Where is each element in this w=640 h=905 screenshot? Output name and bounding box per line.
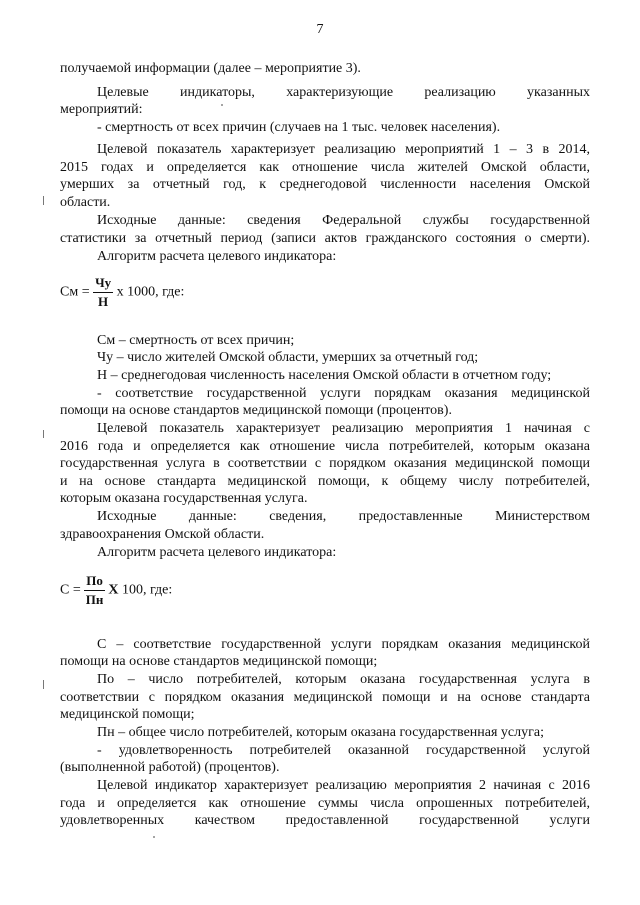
formula-operator: Х bbox=[108, 582, 119, 598]
text-line: По – число потребителей, которым оказана государственная услуга в bbox=[97, 672, 590, 687]
compliance-formula bbox=[60, 574, 172, 607]
page-number: 7 bbox=[316, 22, 324, 37]
text-line: - удовлетворенность потребителей оказанной государственной услугой bbox=[97, 743, 590, 758]
text-line: государственная услуга в соответствии с порядком оказания медицинской помощи bbox=[60, 456, 590, 471]
text-line: умерших за отчетный год, к среднегодовой численности населения Омской bbox=[60, 177, 590, 192]
formula-lhs: С = bbox=[60, 582, 81, 598]
text-line: мероприятий: bbox=[60, 102, 143, 117]
scan-mark bbox=[43, 196, 44, 205]
text-line: - соответствие государственной услуги порядкам оказания медицинской bbox=[97, 386, 590, 401]
text-line: Чу – число жителей Омской области, умерших за отчетный год; bbox=[97, 350, 479, 365]
text-line: получаемой информации (далее – мероприятие 3). bbox=[60, 61, 361, 76]
text-line: Н – среднегодовая численность населения Омской области в отчетном году; bbox=[97, 368, 552, 383]
formula-denominator: Н bbox=[98, 294, 109, 309]
text-line: и на основе стандарта медицинской помощи, к общему числу потребителей, bbox=[60, 474, 590, 489]
scan-dot bbox=[221, 104, 223, 106]
formula-numerator: Чу bbox=[93, 276, 113, 293]
formula-fraction bbox=[84, 574, 105, 607]
text-line: 2015 годах и определяется как отношение числа жителей Омской области, bbox=[60, 160, 590, 175]
text-line: Пн – общее число потребителей, которым оказана государственная услуга; bbox=[97, 725, 544, 740]
text-line: (выполненной работой) (процентов). bbox=[60, 760, 280, 775]
text-line: С – соответствие государственной услуги порядкам оказания медицинской bbox=[97, 637, 590, 652]
text-line: статистики за отчетный период (записи актов гражданского состояния о смерти). bbox=[60, 231, 590, 246]
scan-mark bbox=[43, 430, 44, 438]
text-line: - смертность от всех причин (случаев на 1 тыс. человек населения). bbox=[97, 120, 501, 135]
text-line: года и определяется как отношение суммы числа опрошенных потребителей, bbox=[60, 796, 590, 811]
text-line: соответствии с порядком оказания медицинской помощи и на основе стандарта bbox=[60, 690, 590, 705]
text-line: медицинской помощи; bbox=[60, 707, 195, 722]
formula-lhs: См = bbox=[60, 284, 90, 300]
text-line: помощи на основе стандартов медицинской помощи (процентов). bbox=[60, 403, 452, 418]
text-line: Целевой показатель характеризует реализацию мероприятия 1 начиная с bbox=[97, 421, 590, 436]
text-line: Целевые индикаторы, характеризующие реализацию указанных bbox=[97, 85, 590, 100]
formula-denominator: Пн bbox=[85, 592, 104, 607]
text-line: которым оказана государственная услуга. bbox=[60, 491, 308, 506]
text-line: Исходные данные: сведения, предоставленные Министерством bbox=[97, 509, 590, 524]
formula-rhs: х 1000, где: bbox=[116, 284, 185, 300]
formula-numerator: По bbox=[84, 574, 105, 591]
text-line: Исходные данные: сведения Федеральной службы государственной bbox=[97, 213, 590, 228]
formula-fraction bbox=[93, 276, 113, 309]
scan-mark bbox=[43, 680, 44, 689]
text-line: помощи на основе стандартов медицинской помощи; bbox=[60, 654, 378, 669]
text-line: удовлетворенных качеством предоставленной государственной услуги bbox=[60, 813, 590, 828]
text-line: здравоохранения Омской области. bbox=[60, 527, 265, 542]
mortality-formula bbox=[60, 276, 184, 309]
formula-rhs: 100, где: bbox=[121, 582, 173, 598]
text-line: Алгоритм расчета целевого индикатора: bbox=[97, 545, 337, 560]
text-line: области. bbox=[60, 195, 111, 210]
text-line: Целевой индикатор характеризует реализацию мероприятия 2 начиная с 2016 bbox=[97, 778, 590, 793]
scan-dot bbox=[153, 836, 155, 838]
text-line: Алгоритм расчета целевого индикатора: bbox=[97, 249, 337, 264]
text-line: Целевой показатель характеризует реализацию мероприятий 1 – 3 в 2014, bbox=[97, 142, 590, 157]
text-line: 2016 года и определяется как отношение числа потребителей, которым оказана bbox=[60, 439, 590, 454]
text-line: См – смертность от всех причин; bbox=[97, 333, 295, 348]
